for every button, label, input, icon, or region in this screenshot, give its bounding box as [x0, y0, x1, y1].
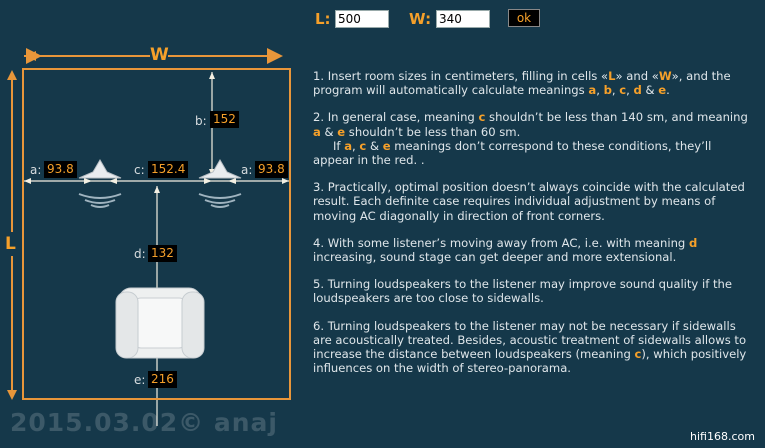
watermark: 2015.03.02© anaj: [10, 408, 278, 437]
instruction-6: 6. Turning loudspeakers to the listener may not be necessary if sidewalls are acoustically treated. Besides, acoustic treatment of sidewalls allows to increase the distance between loudspeakers (meaning c), which positively influences on the width of stereo-panorama.: [313, 318, 747, 376]
site-credit: hifi168.com: [690, 430, 755, 443]
instruction-5: 5. Turning loudspeakers to the listener may improve sound quality if the loudspeakers are too close to sidewalls.: [313, 277, 732, 306]
instructions-panel: [313, 69, 753, 388]
b-label: b:: [195, 114, 207, 128]
width-symbol: W: [150, 45, 169, 65]
d-value: 132: [148, 245, 177, 262]
d-label: d:: [134, 247, 146, 261]
c-value: 152.4: [148, 161, 188, 178]
a-left-label: a:: [30, 163, 42, 177]
b-value: 152: [210, 111, 239, 128]
width-input[interactable]: [436, 10, 490, 28]
length-symbol: L: [5, 234, 16, 254]
width-label: W:: [409, 10, 432, 28]
instruction-1: 1. Insert room sizes in centimeters, filling in cells «L» and «W», and the program will automatically calculate meanings a, b, c, d & e.: [313, 69, 731, 98]
instruction-2: 2. In general case, meaning c shouldn’t be less than 140 sm, and meaning a & e shouldn’t be less than 60 sm. If a, c & e meanings don’t correspond to these conditions, they’ll appear in the red. .: [313, 110, 748, 168]
e-label: e:: [134, 373, 146, 387]
length-label: L:: [315, 10, 331, 28]
a-right-label: a:: [241, 163, 253, 177]
length-input[interactable]: [335, 10, 389, 28]
room-outline: [22, 68, 291, 400]
instruction-4: 4. With some listener’s moving away from AC, i.e. with meaning d increasing, sound stage can get deeper and more extensional.: [313, 235, 698, 265]
c-label: c:: [134, 163, 145, 177]
a-left-value: 93.8: [44, 161, 77, 178]
e-value: 216: [148, 371, 177, 388]
instruction-3: 3. Practically, optimal position doesn’t always coincide with the calculated result. Each definite case requires individual adjustment by means of moving AC diagonally in direction of front corners.: [313, 180, 745, 223]
a-right-value: 93.8: [255, 161, 288, 178]
ok-button[interactable]: ok: [508, 9, 540, 27]
